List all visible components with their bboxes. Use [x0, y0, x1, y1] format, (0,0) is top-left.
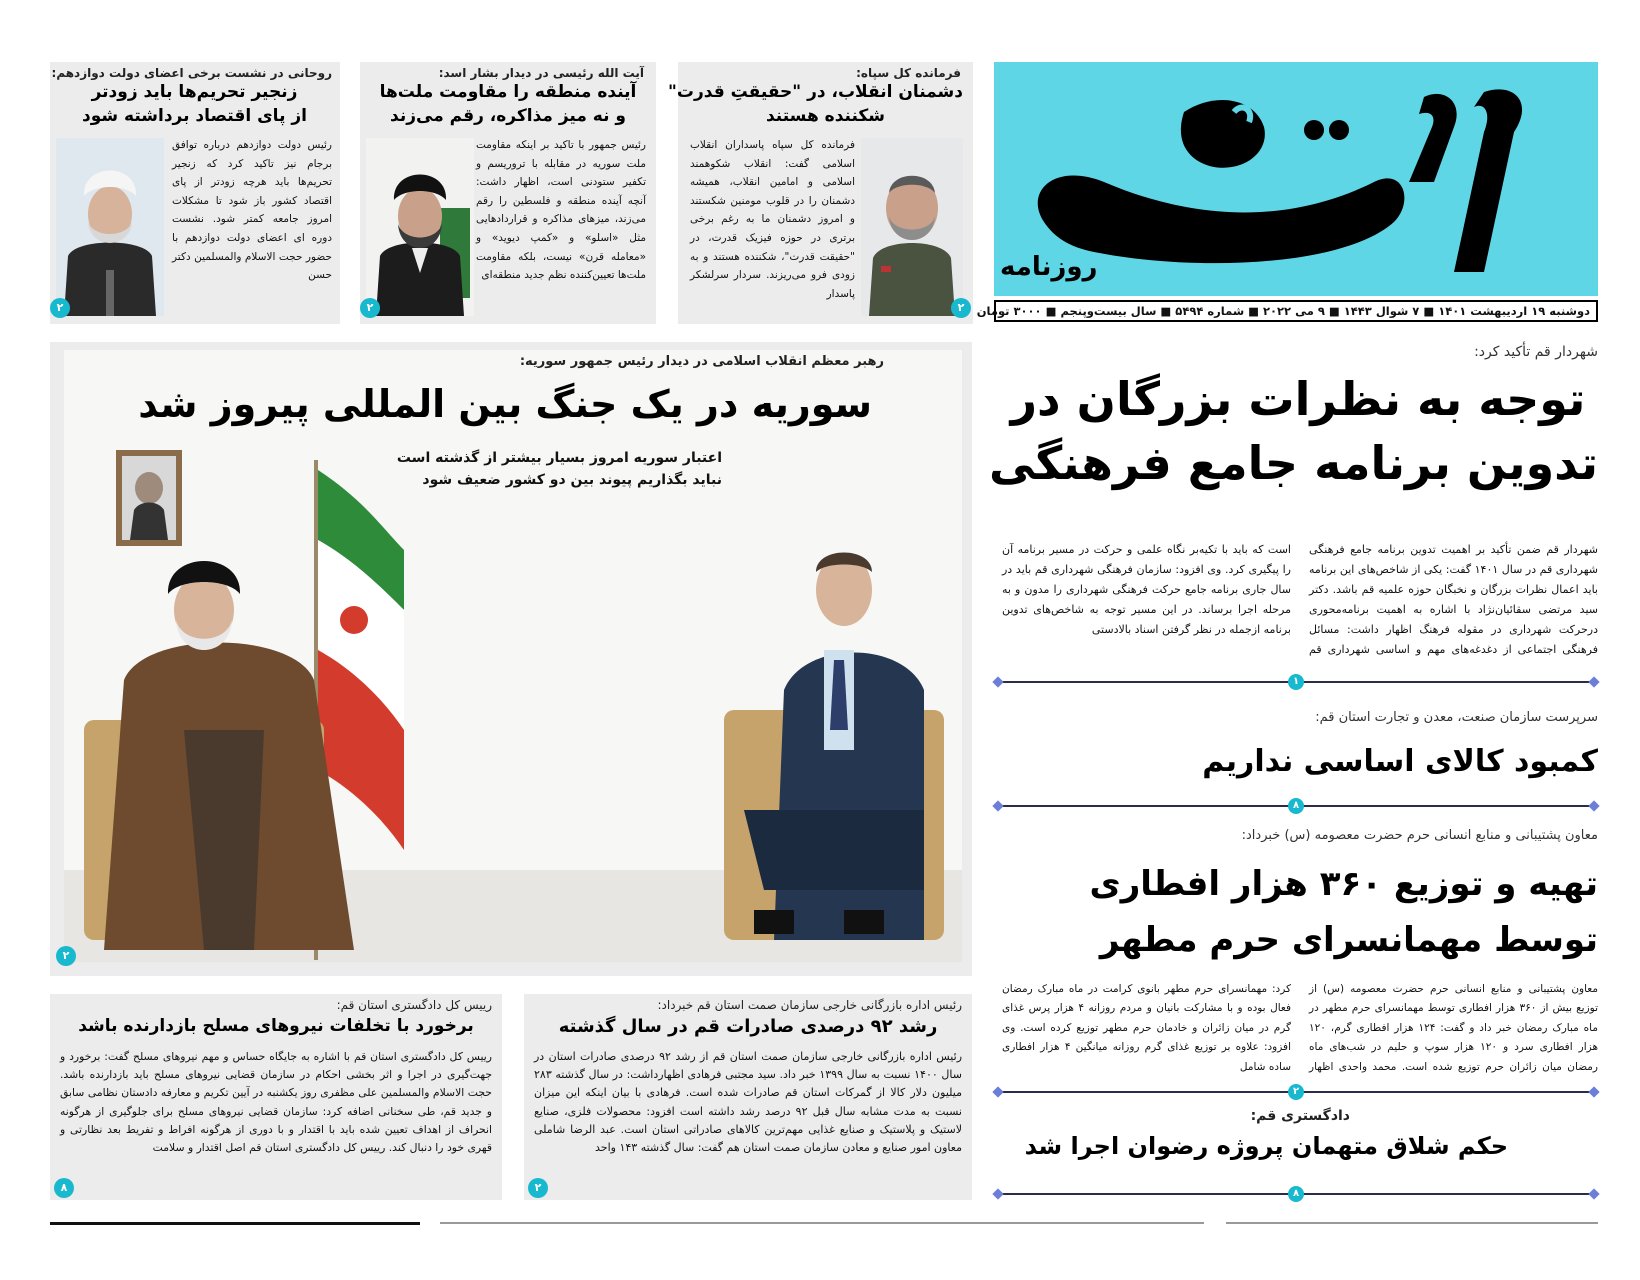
bottom-middle-body: رئیس اداره بازرگانی خارجی سازمان صمت استان قم از رشد ۹۲ درصدی صادرات استان در سال ۱۴۰۰ نسبت به سال ۱۳۹۹ خبر داد. سید مجتبی فرهادی اظهارداشت: در سال گذشته ۲۸۳ میلیون دلار کالا از گمرکات استان قم صادرات شده است. فرهادی با بیان اینکه این میزان نسبت به مدت مشابه سال قبل ۹۲ درصد رشد داشته است افزود: محصولات فلزی، صنایع لاستیک و پلاستیک و صنایع غذایی مهم‌ترین کالاهای صادراتی استان است. عبد الرضا شاملی معاون امور صنایع و معادن سازمان صمت استان هم گفت: سال گذشته ۱۴۳ واحد	[534, 1050, 963, 1155]
top-box-1-kicker: فرمانده کل سپاه:	[856, 66, 961, 80]
top-box-3	[50, 62, 340, 324]
bottom-left-body: رییس کل دادگستری استان قم با اشاره به جایگاه حساس و مهم نیروهای مسلح گفت: برخورد و جهت‌گیری در اجرا و اثر بخشی احکام در سازمان قضایی نیروهای مسلح باید بازدارنده باشد. حجت الاسلام والمسلمین علی مظفری روز یکشنبه در آیین تکریم و معارفه دادستان نظامی سابق و جدید قم، طی سخنانی اضافه کرد: سازمان قضایی نیروهای مسلح برای جلوگیری از هرگونه انحراف از اهداف تعیین شده باید با اقتدار و با دوری از هرگونه افراط و تفریط بعد نظارتی و قهری خود را دنبال کند. رییس کل دادگستری استان قم اصل اقتدار و سلامت	[60, 1050, 492, 1155]
top-box-2-title-line2: و نه میز مذاکره، رقم می‌زند	[390, 106, 626, 126]
masthead-label: روزنامه	[1000, 252, 1098, 282]
top-box-1-body: فرمانده کل سپاه پاسداران انقلاب اسلامی گفت: انقلاب شکوهمند اسلامی و امامین انقلاب، همیشه دشمنان را در قلوب مومنین شکستند و امروز دشمنان ما به رغم برخی برتری در حوزه فیزیک قدرت، در "حقیقت قدرت"، شکننده هستند و به زودی فرو می‌ریزند. سردار سرلشکر پاسدار	[690, 139, 855, 300]
rouhani-illustration	[56, 138, 164, 316]
top-box-2	[360, 62, 656, 324]
salami-photo	[861, 138, 963, 316]
right-divider-4	[994, 1188, 1598, 1200]
right-main-body: شهردار قم ضمن تأکید بر اهمیت تدوین برنامه جامع فرهنگی شهرداری قم در سال ۱۴۰۱ گفت: یکی از شاخص‌های این برنامه باید اعمال نظرات بزرگان و نخبگان حوزه علمیه قم باشد. دکتر سید مرتضی سقائیان‌نژاد با اشاره به اهمیت برنامه‌محوری درحرکت شهرداری در مقوله فرهنگ اظهار داشت: مسائل فرهنگی اجتماعی از دغدغه‌های مهم و اساسی شهرداری قم است که باید با تکیه‌بر نگاه علمی و حرکت در مسیر برنامه آن را پیگیری کرد. وی افزود: سازمان فرهنگی شهرداری قم باید در سال جاری برنامه جامع حرکت فرهنگی شهرداری را مدون و به مرحله اجرا برساند. در این مسیر توجه به شاخص‌های تدوین برنامه ازجمله در نظر گرفتن اسناد بالادستی	[1002, 543, 1598, 656]
top-box-1-title-line1: دشمنان انقلاب، در "حقیقتِ قدرت"	[668, 82, 963, 102]
right-third-page: ۲	[1288, 1084, 1304, 1100]
top-box-1	[668, 62, 973, 324]
lead-subtitle-line2: نباید بگذاریم پیوند بین دو کشور ضعیف شود	[422, 472, 722, 488]
right-divider-1	[994, 676, 1598, 688]
bottom-left-title: برخورد با تخلفات نیروهای مسلح بازدارنده باشد	[78, 1016, 474, 1036]
lead-title: سوریه در یک جنگ بین المللی پیروز شد	[138, 382, 872, 426]
raisi-illustration	[366, 138, 474, 316]
lead-story	[50, 342, 972, 976]
right-main-title-line2: تدوین برنامه جامع فرهنگی	[989, 436, 1598, 490]
top-box-3-title-line2: از پای اقتصاد برداشته شود	[82, 106, 307, 126]
top-box-3-body: رئیس دولت دوازدهم درباره توافق برجام نیز تاکید کرد که زنجیر تحریم‌ها باید هرچه زودتر از پای اقتصاد کشور باز شود تا مشکلات امروز جامعه کمتر شود. نشست دوره ای اعضای دولت دوازدهم با حضور حجت الاسلام والمسلمین دکتر حسن	[172, 139, 332, 282]
right-second-page: ۸	[1288, 798, 1304, 814]
masthead	[994, 62, 1598, 296]
right-divider-2	[994, 800, 1598, 812]
salami-illustration	[861, 138, 963, 316]
top-box-2-body: رئیس جمهور با تاکید بر اینکه مقاومت ملت سوریه در مقابله با تروریسم و تکفیر ستودنی است، اظهار داشت: آنچه آینده منطقه و فلسطین را رقم می‌زند، میزهای مذاکره و قراردادهایی مثل «اسلو» و «کمپ دیوید» و «معامله قرن» نیست، بلکه مقاومت ملت‌ها تعیین‌کننده نظم جدید منطقه‌ای	[476, 139, 646, 282]
lead-subtitle-line1: اعتبار سوریه امروز بسیار بیشتر از گذشته است	[396, 450, 722, 466]
right-third-body: معاون پشتیبانی و منابع انسانی حرم حضرت معصومه (س) از توزیع بیش از ۳۶۰ هزار افطاری توسط مهمانسرای حرم مطهر در ماه مبارک رمضان خبر داد و گفت: ۱۲۴ هزار افطاری گرم، ۱۲۰ هزار افطاری سرد و ۱۲۰ هزار سوپ و حلیم در شب‌های ماه رمضان میان زائران حرم توزیع شده است. محمد واحدی اظهار کرد: مهمانسرای حرم مطهر بانوی کرامت در ماه مبارک رمضان فعال بوده و با مشارکت بانیان و مردم روزانه ۴ هزار پرس غذای گرم در میان زائران و خادمان حرم مطهر توزیع کرده است. وی افزود: علاوه بر توزیع غذای گرم روزانه میانگین ۴ هزار افطاری ساده شامل	[1002, 983, 1599, 1073]
right-third-title-line1: تهیه و توزیع ۳۶۰ هزار افطاری	[1089, 864, 1598, 904]
top-box-2-title-line1: آینده منطقه را مقاومت ملت‌ها	[379, 82, 637, 102]
lead-kicker: رهبر معظم انقلاب اسلامی در دیدار رئیس جمهور سوریه:	[519, 354, 884, 369]
bottom-left-kicker: رییس کل دادگستری استان قم:	[336, 998, 492, 1012]
raisi-photo	[366, 138, 474, 316]
top-box-2-kicker: آیت الله رئیسی در دیدار بشار اسد:	[438, 66, 644, 80]
bottom-left-page: ۸	[54, 1178, 74, 1198]
right-main-kicker: شهردار قم تأکید کرد:	[1474, 344, 1598, 360]
rouhani-photo	[56, 138, 164, 316]
top-box-1-page: ۲	[951, 298, 971, 318]
right-fourth-page: ۸	[1288, 1186, 1304, 1202]
bottom-middle-page: ۲	[528, 1178, 548, 1198]
bottom-rule-right	[1226, 1222, 1598, 1224]
lead-page: ۲	[56, 946, 76, 966]
bottom-rule-left	[50, 1222, 420, 1225]
right-fourth-kicker: دادگستری قم:	[1250, 1108, 1350, 1124]
right-second-kicker: سرپرست سازمان صنعت، معدن و تجارت استان قم:	[1315, 710, 1598, 725]
dateline	[976, 300, 1598, 322]
dateline-text: دوشنبه ۱۹ اردیبهشت ۱۴۰۱ ■ ۷ شوال ۱۴۴۳ ■ ۹ می ۲۰۲۲ ■ شماره ۵۴۹۴ ■ سال بیست‌وپنجم ■ ۳۰۰۰ تومان	[976, 304, 1590, 318]
right-second-title: کمبود کالای اساسی نداریم	[1202, 744, 1598, 779]
top-box-3-page: ۲	[50, 298, 70, 318]
bottom-rule-middle	[440, 1222, 1204, 1224]
bottom-middle-kicker: رئیس اداره بازرگانی خارجی سازمان صمت استان قم خبرداد:	[657, 998, 962, 1012]
right-divider-3	[994, 1086, 1598, 1098]
lead-illustration	[64, 350, 962, 962]
right-third-title-line2: توسط مهمانسرای حرم مطهر	[1099, 920, 1598, 960]
top-box-3-kicker: روحانی در نشست برخی اعضای دولت دوازدهم:	[51, 66, 332, 80]
bottom-left-box	[50, 994, 502, 1200]
top-box-2-page: ۲	[360, 298, 380, 318]
bottom-middle-title: رشد ۹۲ درصدی صادرات قم در سال گذشته	[558, 1016, 938, 1037]
newspaper-logo	[1014, 72, 1574, 287]
right-main-page: ۱	[1288, 674, 1304, 690]
right-third-kicker: معاون پشتیبانی و منابع انسانی حرم حضرت معصومه (س) خبرداد:	[1241, 828, 1598, 843]
lead-photo	[64, 350, 962, 962]
top-box-1-title-line2: شکننده هستند	[765, 106, 886, 126]
right-main-title-line1: توجه به نظرات بزرگان در	[1010, 372, 1586, 426]
bottom-middle-box	[524, 994, 972, 1200]
top-box-3-title-line1: زنجیر تحریم‌ها باید زودتر	[91, 82, 298, 102]
right-fourth-title: حکم شلاق متهمان پروژه رضوان اجرا شد	[1024, 1132, 1508, 1160]
